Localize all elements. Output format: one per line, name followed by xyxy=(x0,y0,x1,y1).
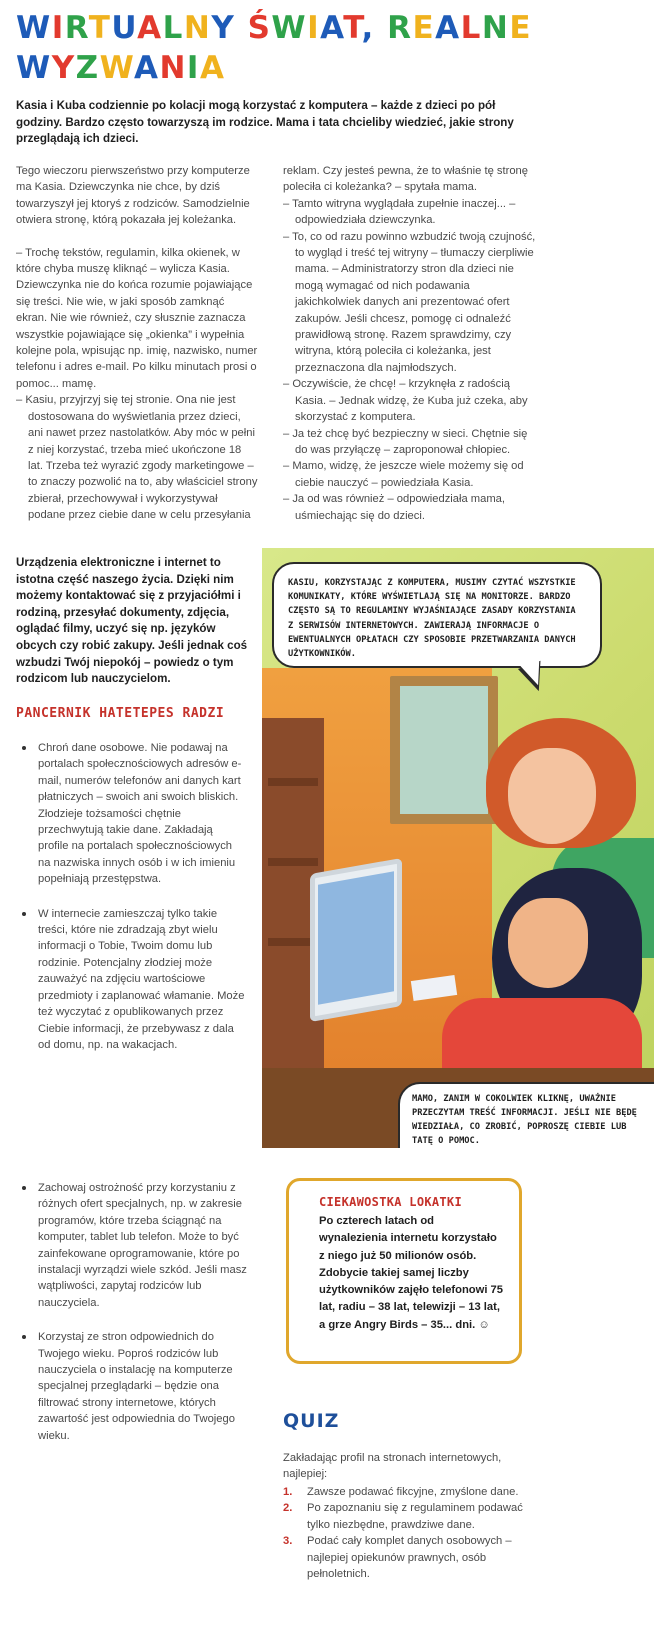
story-paragraph: – Tamto witryna wyglądała zupełnie inaczej... – odpowiedziała dziewczynka. xyxy=(283,197,516,227)
advice-item xyxy=(16,740,246,888)
illustration-mother-face xyxy=(508,748,596,844)
advice-list-b xyxy=(16,1180,256,1462)
advice-heading: PANCERNIK HATETEPES RADZI xyxy=(16,706,225,721)
bullet-dot-icon xyxy=(22,1186,26,1190)
title-letter: I xyxy=(51,10,65,46)
advice-item-text: Chroń dane osobowe. Nie podawaj na portalach społecznościowych adresów e-mail, numerów telefonów ani danych kart płatniczych – swoich ani swoich bliskich. Złodzieje tożsamości chętnie przechwytują takie dane. Zakładają profile na portalach społecznościowych na nazwiska innych osób i w ich imieniu popełniają przestępstwa. xyxy=(38,742,242,886)
quiz-option-number: 3. xyxy=(283,1535,293,1548)
story-paragraph: – To, co od razu powinno wzbudzić twoją czujność, to wygląd i treść tej witryny – tłumaczy cierpliwie mama. – Administratorzy stron dla dzieci nie mogą wymagać od nich podawania jakichkolwiek danych ani prezentować ofert zakupów. Jeśli chcesz, pomogę ci odnaleźć prawidłową stronę. Razem sprawdzimy, czy witryna, którą poleciła ci koleżanka, jest przeznaczona dla najmłodszych. xyxy=(283,230,536,374)
advice-item-text: W internecie zamieszczaj tylko takie treści, które nie zdradzają zbyt wielu informacji o Tobie, Twoim domu lub rodzinie. Potencjalny złodziej może zauważyć na zdjęciu wartościowe przedmioty i zaplanować włamanie. Może też wyczytać z opublikowanych przez Ciebie informacji, że przebywasz z dala od domu, np. na wakacjach. xyxy=(38,907,245,1051)
title-letter: W xyxy=(99,50,134,86)
bullet-dot-icon xyxy=(22,912,26,916)
page-title xyxy=(16,8,636,88)
quiz-option xyxy=(283,1484,543,1500)
quiz-option xyxy=(283,1533,543,1582)
title-line-2 xyxy=(16,48,636,88)
quiz-option xyxy=(283,1500,543,1533)
illustration-girl-body xyxy=(442,998,642,1078)
title-letter: A xyxy=(435,10,461,46)
title-letter: R xyxy=(387,10,413,46)
illustration-girl-face xyxy=(508,898,588,988)
quiz-option-number: 2. xyxy=(283,1502,293,1515)
story-paragraph: – Oczywiście, że chcę! – krzyknęła z radością Kasia. – Jednak widzę, że Kuba już czeka, aby skorzystać z komputera. xyxy=(283,378,528,424)
title-letter: W xyxy=(16,50,52,86)
quiz-option-text: Podać cały komplet danych osobowych – najlepiej opiekunów prawnych, osób pełnoletnich. xyxy=(307,1535,512,1581)
title-letter xyxy=(235,10,247,46)
story-paragraph: – Kasiu, przyjrzyj się tej stronie. Ona nie jest dostosowana do wyświetlania przez dzieci, ani nawet przez nastolatków. Aby móc w pełni z niej korzystać, trzeba mieć ukończone 18 lat. Trzeba też wyrazić zgody marketingowe – to znaczy pozwolić na to, aby właściciel strony zbierał, przechowywał i wykorzystywał podane przez ciebie dane w celu przesyłania xyxy=(16,394,258,522)
fun-fact-body: Po czterech latach od wynalezienia internetu korzystało z niego już 50 milionów osób. Zdobycie takiej samej liczby użytkowników zajęło telefonowi 75 lat, radiu – 38 lat, telewizji – 13 lat, a grze Angry Birds – 35... dni. ☺ xyxy=(319,1215,504,1331)
title-letter: I xyxy=(186,50,200,86)
title-letter: A xyxy=(137,10,163,46)
title-letter: N xyxy=(481,10,510,46)
title-letter: A xyxy=(320,10,344,46)
fun-fact-title: CIEKAWOSTKA LOKATKI xyxy=(319,1195,462,1209)
bullet-dot-icon xyxy=(22,746,26,750)
title-letter: N xyxy=(183,10,212,46)
title-letter: L xyxy=(460,10,482,46)
title-letter: L xyxy=(162,10,184,46)
story-paragraph: – Ja od was również – odpowiedziała mama, uśmiechając się do dzieci. xyxy=(283,493,506,522)
story-paragraph: – Ja też chcę być bezpieczny w sieci. Chętnie się do was przyłączę – zaproponował chłopiec. xyxy=(283,427,528,456)
title-letter: Ś xyxy=(247,10,272,46)
illustration-screen xyxy=(318,871,394,1004)
speech-bubble-girl xyxy=(398,1082,654,1148)
title-letter: T xyxy=(88,10,112,46)
fun-fact-box xyxy=(286,1178,522,1364)
quiz-option-number: 1. xyxy=(283,1486,293,1498)
advice-item-text: Zachowaj ostrożność przy korzystaniu z różnych ofert specjalnych, np. w zakresie programów, które trzeba ściągnąć na komputer, tablet lub telefon. Może to być zainfekowane oprogramowanie, które po instalacji wyrządzi wiele szkód. Jeśli masz wątpliwości, zapytaj rodziców lub nauczyciela. xyxy=(38,1182,247,1309)
speech-bubble-mother-text: KASIU, KORZYSTAJĄC Z KOMPUTERA, MUSIMY CZYTAĆ WSZYSTKIE KOMUNIKATY, KTÓRE WYŚWIETLAJĄ SIĘ NA MONITORZE. BARDZO CZĘSTO SĄ TO REGULAMINY WYJAŚNIAJĄCE ZASADY KORZYSTANIA Z SERWISÓW INTERNETOWYCH. ZAWIERAJĄ INFORMACJE O EWENTUALNYCH OPŁATACH CZY SPOSOBIE PRZETWARZANIA DANYCH UŻYTKOWNIKÓW. xyxy=(288,578,576,660)
title-letter: W xyxy=(16,10,52,46)
quiz-options xyxy=(283,1484,543,1582)
speech-bubble-girl-text: MAMO, ZANIM W COKOLWIEK KLIKNĘ, UWAŻNIE PRZECZYTAM TREŚĆ INFORMACJI. JEŚLI NIE BĘDĘ WIEDZIAŁA, CO ZROBIĆ, POPROSZĘ CIEBIE LUB TATĘ O POMOC. xyxy=(412,1094,637,1146)
story-column-right xyxy=(283,163,537,524)
title-letter: E xyxy=(412,10,436,46)
title-letter: Y xyxy=(211,10,236,46)
illustration-giraffe-poster xyxy=(400,686,488,814)
title-letter: R xyxy=(64,10,89,46)
title-letter xyxy=(375,10,387,46)
story-paragraph: reklam. Czy jesteś pewna, że to właśnie tę stronę poleciła ci koleżanka? – spytała mama. xyxy=(283,165,528,194)
story-paragraph: Tego wieczoru pierwszeństwo przy komputerze ma Kasia. Dziewczynka nie chce, by dziś towarzyszył jej ktoryś z rodziców. Samodzielnie otwiera stronę, którą pokazała jej koleżanka. xyxy=(16,165,250,227)
advice-item xyxy=(16,906,246,1054)
title-letter: I xyxy=(307,10,321,46)
title-letter: E xyxy=(509,10,533,46)
advice-item xyxy=(16,1180,256,1311)
title-letter: W xyxy=(271,10,308,46)
title-letter: U xyxy=(111,10,138,46)
quiz-title: QUIZ xyxy=(283,1410,340,1432)
quiz-option-text: Po zapoznaniu się z regulaminem podawać tylko niezbędne, prawdziwe dane. xyxy=(307,1502,523,1531)
quiz-option-text: Zawsze podawać fikcyjne, zmyślone dane. xyxy=(307,1486,519,1498)
story-paragraph: – Mamo, widzę, że jeszcze wiele możemy się od ciebie nauczyć – powiedziała Kasia. xyxy=(283,460,524,489)
speech-bubble-mother xyxy=(272,562,602,668)
title-letter: A xyxy=(133,50,160,86)
title-letter: Z xyxy=(75,50,100,86)
advice-list-a xyxy=(16,740,246,1071)
title-line-1 xyxy=(16,8,636,48)
paragraph-gap xyxy=(16,229,258,245)
intro-bold-paragraph: Urządzenia elektroniczne i internet to istotna część naszego życia. Dzięki nim możemy kontaktować się z przyjaciółmi i rodziną, przesyłać dokumenty, zdjęcia, oglądać filmy, uczyć się np. języków obcych czy robić zakupy. Jeśli jednak coś wzbudzi Twój niepokój – powiedz o tym rodzicom lub nauczycielom. xyxy=(16,556,248,686)
story-paragraph: – Trochę tekstów, regulamin, kilka okienek, w które chyba muszę kliknąć – wylicza Kasia. Dziewczynka nie do końca rozumie pojawiające się treści. Nie wie, w jaki sposób zamknąć ekran. Nie wie również, czy słusznie zaznacza wszystkie pojawiające się „okienka” i wypełnia kolejne pola, wpisując np. imię, nazwisko, numer telefonu i adres e-mail. Po kilku minutach prosi o pomoc... mamę. xyxy=(16,246,258,390)
quiz-question: Zakładając profil na stronach internetowych, najlepiej: xyxy=(283,1452,502,1481)
story-column-left xyxy=(16,163,258,524)
advice-item-text: Korzystaj ze stron odpowiednich do Twojego wieku. Poproś rodziców lub nauczyciela o instalację na komputerze specjalnej przeglądarki – będzie ona filtrować strony internetowe, których zawartość jest odpowiednia do Twojego wieku. xyxy=(38,1331,235,1442)
title-letter: A xyxy=(199,50,226,86)
title-letter: , xyxy=(361,10,375,46)
advice-item xyxy=(16,1329,256,1444)
title-letter: T xyxy=(343,10,362,46)
lead-paragraph: Kasia i Kuba codziennie po kolacji mogą korzystać z komputera – każde z dzieci po pół godziny. Bardzo często towarzyszą im rodzice. Mama i tata chcieliby wiedzieć, jakie strony przeglądają ich dzieci. xyxy=(16,99,514,145)
title-letter: N xyxy=(159,50,187,86)
title-letter: Y xyxy=(51,50,76,86)
bullet-dot-icon xyxy=(22,1335,26,1339)
